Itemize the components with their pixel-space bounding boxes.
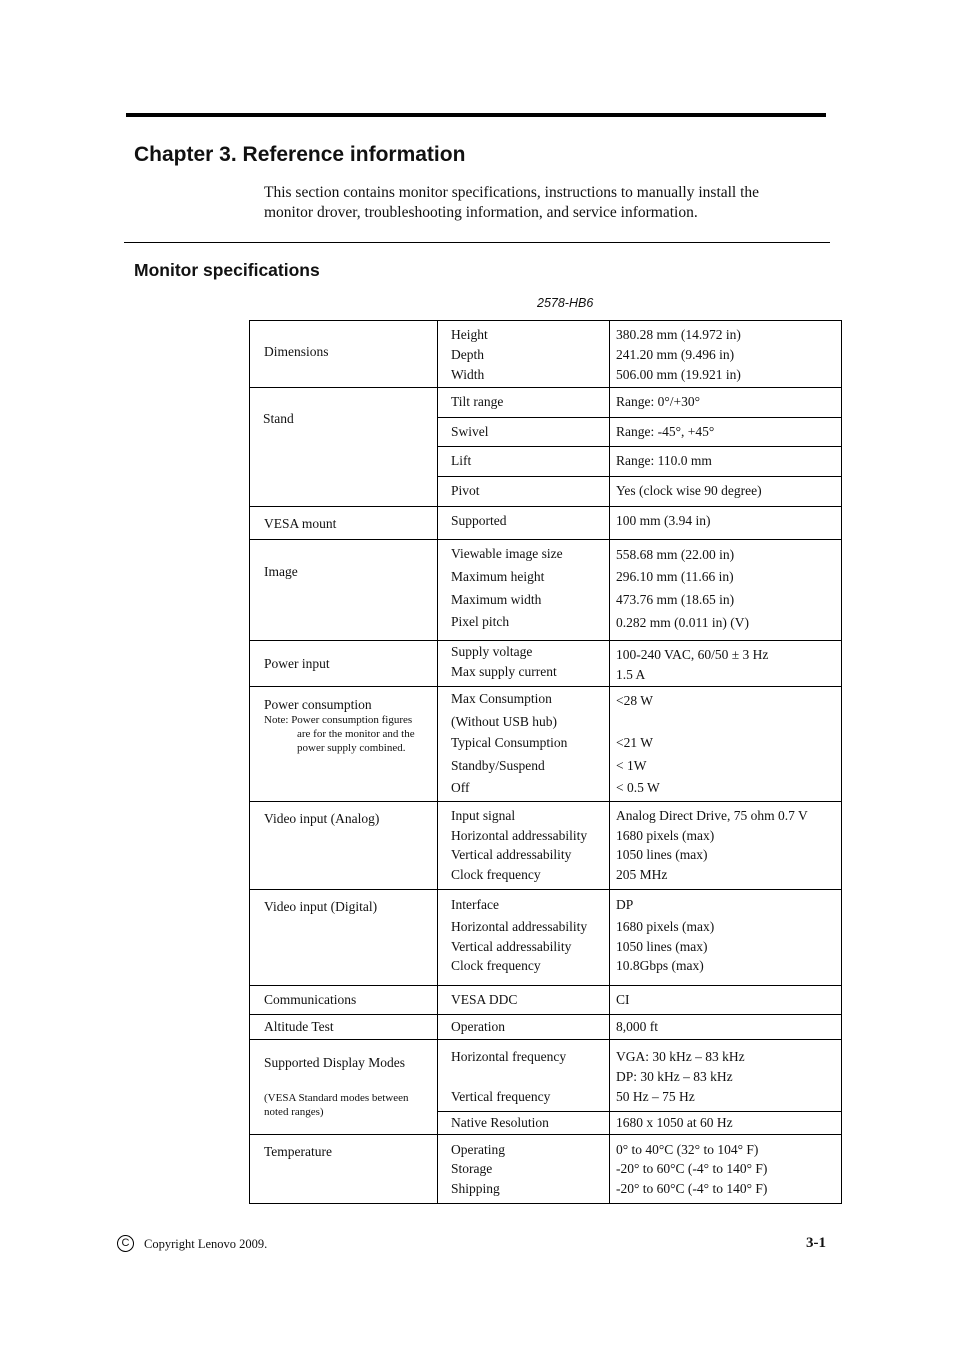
section-rule	[124, 242, 830, 243]
spec-value: DP	[616, 897, 634, 912]
spec-item: Height	[451, 327, 488, 342]
spec-label: Video input (Digital)	[264, 899, 378, 914]
table-border-bottom	[249, 1203, 842, 1204]
spec-item: (Without USB hub)	[451, 714, 557, 729]
spec-value: Range: 0°/+30°	[616, 394, 701, 409]
power-note-line: Note: Power consumption figures	[264, 714, 413, 726]
spec-label: Video input (Analog)	[264, 811, 380, 826]
spec-label: Stand	[263, 411, 294, 426]
spec-label: Altitude Test	[264, 1019, 334, 1034]
intro-line: This section contains monitor specifications, instructions to manually install the	[264, 184, 760, 201]
copyright-text: Copyright Lenovo 2009.	[144, 1237, 268, 1251]
spec-item: Operating	[451, 1142, 505, 1157]
spec-item: Maximum width	[451, 592, 542, 607]
row-divider	[249, 539, 842, 540]
spec-item: Horizontal frequency	[451, 1049, 567, 1064]
spec-value: 380.28 mm (14.972 in)	[616, 327, 741, 342]
spec-item: Off	[451, 780, 470, 795]
row-divider	[249, 985, 842, 986]
spec-item: Clock frequency	[451, 867, 541, 882]
spec-value: <28 W	[616, 693, 653, 708]
spec-value: < 0.5 W	[616, 780, 660, 795]
sub-row-divider	[437, 417, 842, 418]
spec-value: 100 mm (3.94 in)	[616, 513, 711, 528]
spec-item: Vertical frequency	[451, 1089, 551, 1104]
intro-line: monitor drover, troubleshooting information, and service information.	[264, 203, 698, 221]
top-rule	[126, 113, 826, 117]
spec-item: Vertical addressability	[451, 847, 572, 862]
spec-value: -20° to 60°C (-4° to 140° F)	[616, 1181, 768, 1196]
spec-label: Image	[264, 564, 298, 579]
spec-item: Typical Consumption	[451, 735, 568, 750]
spec-value: DP: 30 kHz – 83 kHz	[616, 1069, 733, 1084]
spec-value: 473.76 mm (18.65 in)	[616, 592, 735, 607]
spec-item: Tilt range	[451, 394, 504, 409]
spec-value: Analog Direct Drive, 75 ohm 0.7 V	[616, 808, 808, 823]
spec-item: VESA DDC	[451, 992, 518, 1007]
column-divider	[609, 320, 610, 1204]
table-border-top	[249, 320, 842, 321]
chapter-title: Chapter 3. Reference information	[134, 143, 466, 166]
spec-label: Dimensions	[264, 344, 329, 359]
spec-item: Pixel pitch	[451, 614, 510, 629]
spec-value: 1680 pixels (max)	[616, 828, 715, 843]
table-border-right	[841, 320, 842, 1204]
spec-label: VESA mount	[264, 516, 337, 531]
spec-item: Swivel	[451, 424, 489, 439]
row-divider	[249, 889, 842, 890]
spec-value: 0.282 mm (0.011 in) (V)	[616, 615, 749, 630]
spec-item: Storage	[451, 1161, 493, 1176]
spec-value: Yes (clock wise 90 degree)	[616, 483, 762, 498]
spec-value: VGA: 30 kHz – 83 kHz	[616, 1049, 745, 1064]
spec-label: Communications	[264, 992, 357, 1007]
spec-value: 296.10 mm (11.66 in)	[616, 569, 734, 584]
spec-item: Pivot	[451, 483, 480, 498]
spec-item: Operation	[451, 1019, 505, 1034]
section-title: Monitor specifications	[134, 260, 320, 280]
spec-item: Interface	[451, 897, 499, 912]
spec-item: Lift	[451, 453, 472, 468]
spec-value: 10.8Gbps (max)	[616, 958, 704, 973]
spec-item: Supply voltage	[451, 644, 533, 659]
spec-item: Horizontal addressability	[451, 828, 588, 843]
power-note-line: are for the monitor and the	[297, 728, 415, 740]
spec-label: Supported Display Modes	[264, 1055, 405, 1070]
spec-value: 506.00 mm (19.921 in)	[616, 367, 741, 382]
spec-value: < 1W	[616, 758, 647, 773]
spec-item: Standby/Suspend	[451, 758, 545, 773]
display-modes-note-line: (VESA Standard modes between	[264, 1092, 409, 1104]
spec-label: Power consumption	[264, 697, 372, 712]
spec-item: Width	[451, 367, 485, 382]
column-divider	[437, 320, 438, 1204]
row-divider	[249, 686, 842, 687]
copyright-icon: C	[117, 1235, 134, 1252]
spec-item: Horizontal addressability	[451, 919, 588, 934]
spec-value: 241.20 mm (9.496 in)	[616, 347, 735, 362]
spec-value: <21 W	[616, 735, 653, 750]
display-modes-note-line: noted ranges)	[264, 1106, 324, 1118]
power-note-line: power supply combined.	[297, 742, 406, 754]
model-label: 2578-HB6	[537, 296, 594, 310]
spec-value: 1680 pixels (max)	[616, 919, 715, 934]
spec-value: -20° to 60°C (-4° to 140° F)	[616, 1161, 768, 1176]
spec-value: 0° to 40°C (32° to 104° F)	[616, 1142, 759, 1157]
row-divider	[249, 1014, 842, 1015]
spec-item: Viewable image size	[451, 546, 563, 561]
spec-item: Shipping	[451, 1181, 500, 1196]
row-divider	[249, 387, 842, 388]
spec-item: Native Resolution	[451, 1115, 549, 1130]
spec-label: Power input	[264, 656, 330, 671]
spec-value: 1.5 A	[616, 667, 646, 682]
spec-item: Depth	[451, 347, 484, 362]
spec-value: 205 MHz	[616, 867, 668, 882]
row-divider	[249, 506, 842, 507]
sub-row-divider	[437, 1111, 842, 1112]
spec-item: Max Consumption	[451, 691, 552, 706]
table-border-left	[249, 320, 250, 1204]
spec-value: 1050 lines (max)	[616, 939, 708, 954]
spec-item: Clock frequency	[451, 958, 541, 973]
sub-row-divider	[437, 476, 842, 477]
row-divider	[249, 1039, 842, 1040]
spec-value: CI	[616, 992, 630, 1007]
spec-value: Range: 110.0 mm	[616, 453, 712, 468]
spec-item: Max supply current	[451, 664, 557, 679]
spec-item: Input signal	[451, 808, 516, 823]
spec-item: Vertical addressability	[451, 939, 572, 954]
spec-value: 1680 x 1050 at 60 Hz	[616, 1115, 733, 1130]
sub-row-divider	[437, 446, 842, 447]
row-divider	[249, 640, 842, 641]
row-divider	[249, 801, 842, 802]
intro-paragraph	[264, 183, 824, 222]
row-divider	[249, 1134, 842, 1135]
spec-value: 1050 lines (max)	[616, 847, 708, 862]
spec-value: 8,000 ft	[616, 1019, 658, 1034]
spec-value: 50 Hz – 75 Hz	[616, 1089, 695, 1104]
spec-value: 558.68 mm (22.00 in)	[616, 547, 735, 562]
spec-label: Temperature	[264, 1144, 333, 1159]
spec-item: Supported	[451, 513, 507, 528]
spec-value: Range: -45°, +45°	[616, 424, 715, 439]
spec-value: 100-240 VAC, 60/50 ± 3 Hz	[616, 647, 769, 662]
page-number: 3-1	[806, 1235, 826, 1251]
spec-item: Maximum height	[451, 569, 545, 584]
